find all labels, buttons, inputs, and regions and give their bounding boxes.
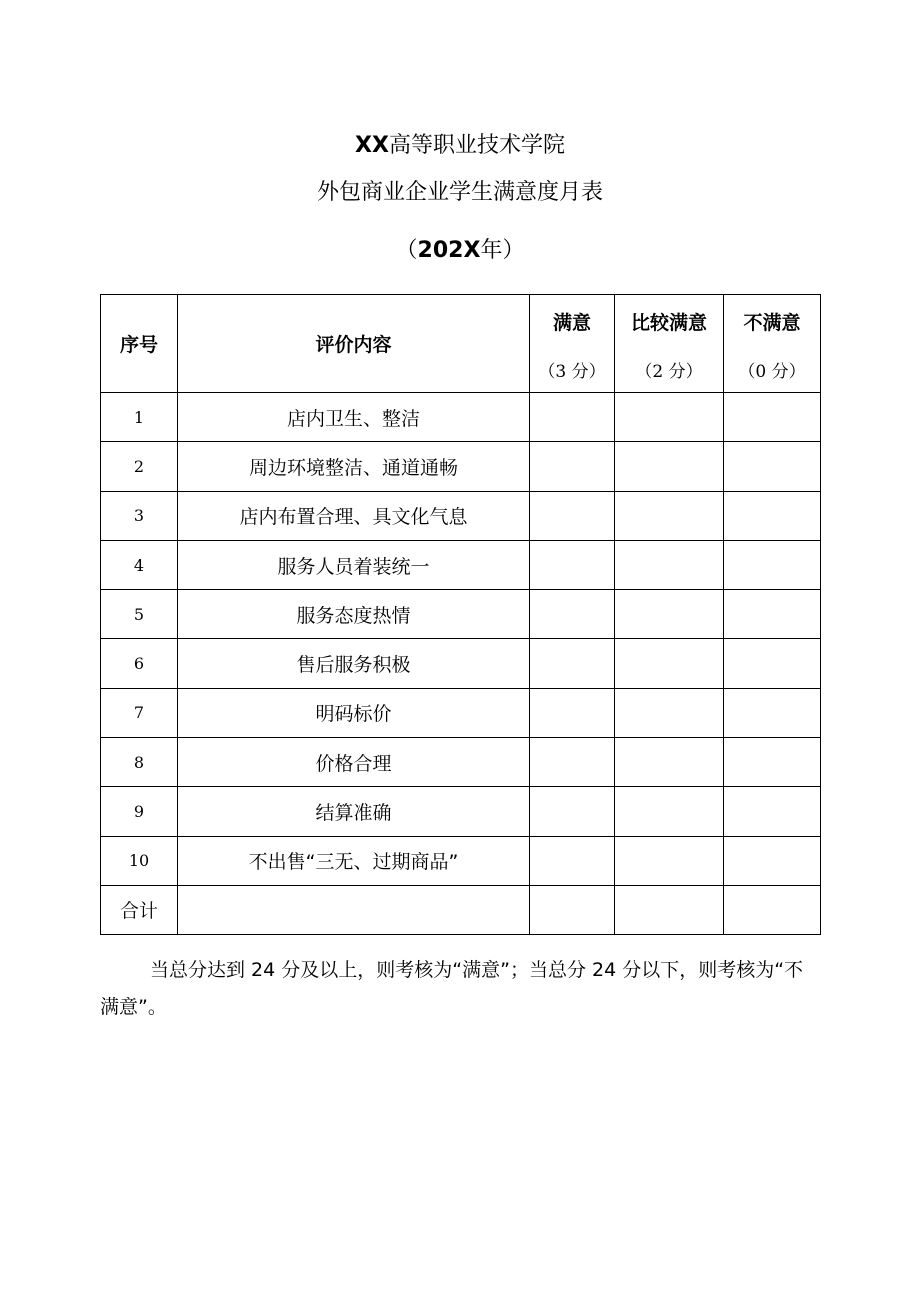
cell-unsatisfied[interactable] (724, 491, 821, 540)
header-satisfied-label: 满意 (552, 311, 591, 334)
row-index: 9 (101, 787, 178, 836)
table-row (101, 836, 821, 885)
cell-satisfied[interactable] (530, 738, 615, 787)
cell-unsatisfied[interactable] (724, 639, 821, 688)
cell-fair[interactable] (615, 491, 724, 540)
year-open-paren: （ (395, 238, 418, 263)
cell-fair[interactable] (615, 540, 724, 589)
header-fair-score: （2 分） (635, 361, 703, 382)
row-index: 3 (101, 491, 178, 540)
total-row (101, 885, 821, 934)
cell-satisfied[interactable] (530, 688, 615, 737)
row-content: 结算准确 (178, 787, 530, 836)
cell-unsatisfied[interactable] (724, 688, 821, 737)
year-value: 202X (417, 238, 481, 263)
row-index: 2 (101, 442, 178, 491)
row-content: 不出售“三无、过期商品” (178, 836, 530, 885)
row-content: 店内卫生、整洁 (178, 393, 530, 442)
table-header-row (101, 295, 821, 393)
table-row (101, 491, 821, 540)
cell-unsatisfied[interactable] (724, 540, 821, 589)
row-index: 5 (101, 590, 178, 639)
header-unsatisfied (724, 295, 821, 393)
table-row (101, 688, 821, 737)
header-satisfied-score: （3 分） (538, 361, 606, 382)
cell-unsatisfied[interactable] (724, 590, 821, 639)
row-content: 店内布置合理、具文化气息 (178, 491, 530, 540)
row-content: 服务人员着装统一 (178, 540, 530, 589)
cell-unsatisfied[interactable] (724, 442, 821, 491)
total-unsatisfied-cell[interactable] (724, 885, 821, 934)
header-fair (615, 295, 724, 393)
survey-table (100, 294, 821, 935)
table-row (101, 442, 821, 491)
cell-satisfied[interactable] (530, 787, 615, 836)
document-subtitle: 外包商业企业学生满意度月表 (316, 180, 603, 205)
cell-unsatisfied[interactable] (724, 738, 821, 787)
row-content: 服务态度热情 (178, 590, 530, 639)
cell-unsatisfied[interactable] (724, 836, 821, 885)
year-close: 年） (480, 238, 525, 263)
row-index: 8 (101, 738, 178, 787)
header-satisfied (530, 295, 615, 393)
row-index: 7 (101, 688, 178, 737)
title-institution: 高等职业技术学院 (388, 133, 565, 158)
row-index: 1 (101, 393, 178, 442)
table-row (101, 590, 821, 639)
row-index: 4 (101, 540, 178, 589)
cell-fair[interactable] (615, 393, 724, 442)
document-title (0, 128, 920, 159)
total-content-cell[interactable] (178, 885, 530, 934)
header-index: 序号 (101, 295, 178, 393)
cell-unsatisfied[interactable] (724, 393, 821, 442)
row-content: 售后服务积极 (178, 639, 530, 688)
table-row (101, 393, 821, 442)
cell-unsatisfied[interactable] (724, 787, 821, 836)
cell-satisfied[interactable] (530, 491, 615, 540)
cell-satisfied[interactable] (530, 590, 615, 639)
document-year (0, 233, 920, 264)
cell-fair[interactable] (615, 639, 724, 688)
total-fair-cell[interactable] (615, 885, 724, 934)
cell-fair[interactable] (615, 590, 724, 639)
total-label: 合计 (101, 885, 178, 934)
header-fair-label: 比较满意 (630, 311, 707, 334)
header-unsatisfied-score: （0 分） (738, 361, 806, 382)
row-content: 明码标价 (178, 688, 530, 737)
table-row (101, 639, 821, 688)
table-row (101, 540, 821, 589)
cell-fair[interactable] (615, 836, 724, 885)
cell-satisfied[interactable] (530, 442, 615, 491)
row-index: 6 (101, 639, 178, 688)
total-satisfied-cell[interactable] (530, 885, 615, 934)
cell-fair[interactable] (615, 688, 724, 737)
cell-fair[interactable] (615, 787, 724, 836)
scoring-note: 当总分达到 24 分及以上，则考核为“满意”；当总分 24 分以下，则考核为“不满意”。 (100, 959, 804, 1018)
row-index: 10 (101, 836, 178, 885)
table-row (101, 787, 821, 836)
row-content: 价格合理 (178, 738, 530, 787)
header-unsatisfied-label: 不满意 (743, 311, 801, 334)
cell-satisfied[interactable] (530, 393, 615, 442)
title-prefix: XX (355, 133, 389, 158)
cell-satisfied[interactable] (530, 836, 615, 885)
cell-satisfied[interactable] (530, 540, 615, 589)
cell-satisfied[interactable] (530, 639, 615, 688)
table-row (101, 738, 821, 787)
row-content: 周边环境整洁、通道通畅 (178, 442, 530, 491)
cell-fair[interactable] (615, 442, 724, 491)
cell-fair[interactable] (615, 738, 724, 787)
header-content: 评价内容 (178, 295, 530, 393)
